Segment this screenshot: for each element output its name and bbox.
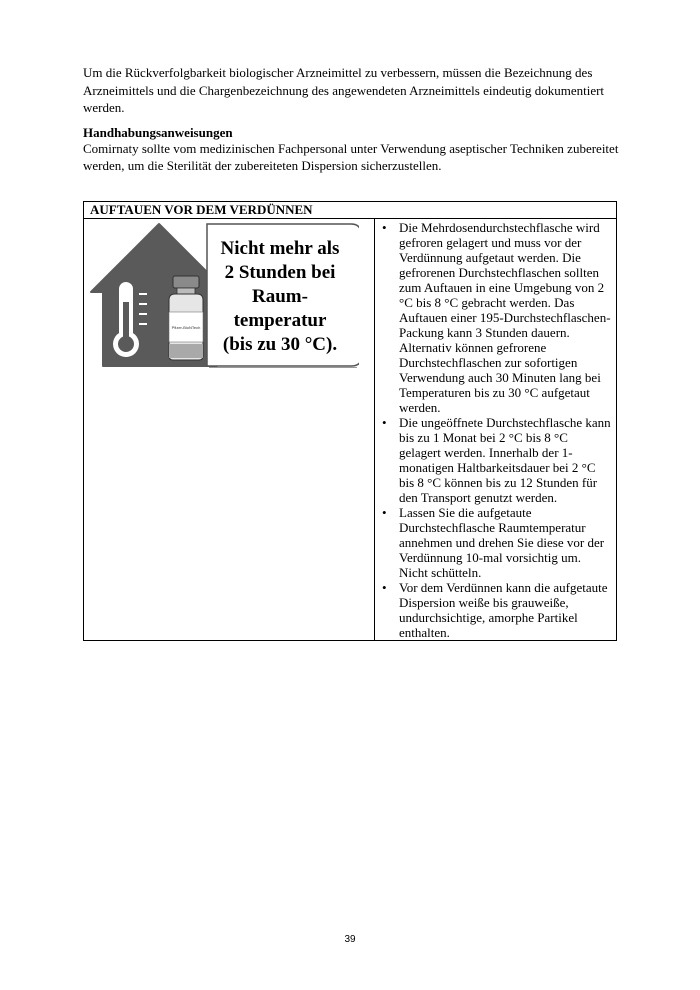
intro-paragraph: Um die Rückverfolgbarkeit biologischer Arzneimittel zu verbessern, müssen die Bezeichnung des Arzneimittels und die Chargenbezeichnung des angewendeten Arzneimittels eindeutig dokumentiert werden. [83, 65, 605, 115]
pictogram-line-4: temperatur [233, 310, 327, 331]
list-item [382, 415, 612, 505]
page-number: 39 [344, 934, 356, 945]
instructions-list [375, 219, 616, 640]
pictogram-line-1: Nicht mehr als [220, 238, 340, 259]
list-item [382, 505, 612, 580]
thaw-pictogram [89, 220, 359, 368]
table-header: AUFTAUEN VOR DEM VERDÜNNEN [84, 202, 617, 219]
bullet-icon: • [382, 505, 387, 520]
pictogram-line-5: (bis zu 30 °C). [222, 334, 338, 355]
pictogram-line-2: 2 Stunden bei [224, 262, 336, 283]
bullet-icon: • [382, 220, 387, 235]
section-heading: Handhabungsanweisungen [83, 125, 233, 140]
list-item-text: Vor dem Verdünnen kann die aufgetaute Dispersion weiße bis grauweiße, undurchsichtige, amorphe Partikel enthalten. [399, 580, 608, 640]
thawing-table [83, 201, 617, 641]
instructions-cell [375, 219, 617, 641]
list-item-text: Die Mehrdosendurchstechflasche wird gefroren gelagert und muss vor der Verdünnung aufgetaut werden. Die gefrorenen Durchstechflaschen sollten zum Auftauen in eine Umgebung von 2 °C bis 8 °C gebracht werden. Das Auftauen einer 195-Durchstechflaschen-Packung kann 3 Stunden dauern. Alternativ können gefrorene Durchstechflaschen zur sofortigen Verwendung auch 30 Minuten lang bei Temperaturen bis zu 30 °C aufgetaut werden. [399, 220, 611, 415]
list-item-text: Die ungeöffnete Durchstechflasche kann bis zu 1 Monat bei 2 °C bis 8 °C gelagert werden. Innerhalb der 1-monatigen Haltbarkeitsdauer bei 2 °C bis 8 °C können bis zu 12 Stunden für den Transport genutzt werden. [399, 415, 611, 505]
pictogram-line-3: Raum- [252, 286, 308, 307]
list-item-text: Lassen Sie die aufgetaute Durchstechflasche Raumtemperatur annehmen und drehen Sie diese vor der Verdünnung 10-mal vorsichtig um. Nicht schütteln. [399, 505, 605, 580]
vial-label: Pfizer-BioNTech [171, 325, 201, 330]
bullet-icon: • [382, 415, 387, 430]
list-item [382, 220, 612, 415]
bullet-icon: • [382, 580, 387, 595]
section-text: Comirnaty sollte vom medizinischen Fachpersonal unter Verwendung aseptischer Techniken zubereitet werden, um die Sterilität der zubereiteten Dispersion sicherzustellen. [83, 141, 619, 173]
list-item [382, 580, 612, 640]
pictogram-cell [84, 219, 375, 641]
